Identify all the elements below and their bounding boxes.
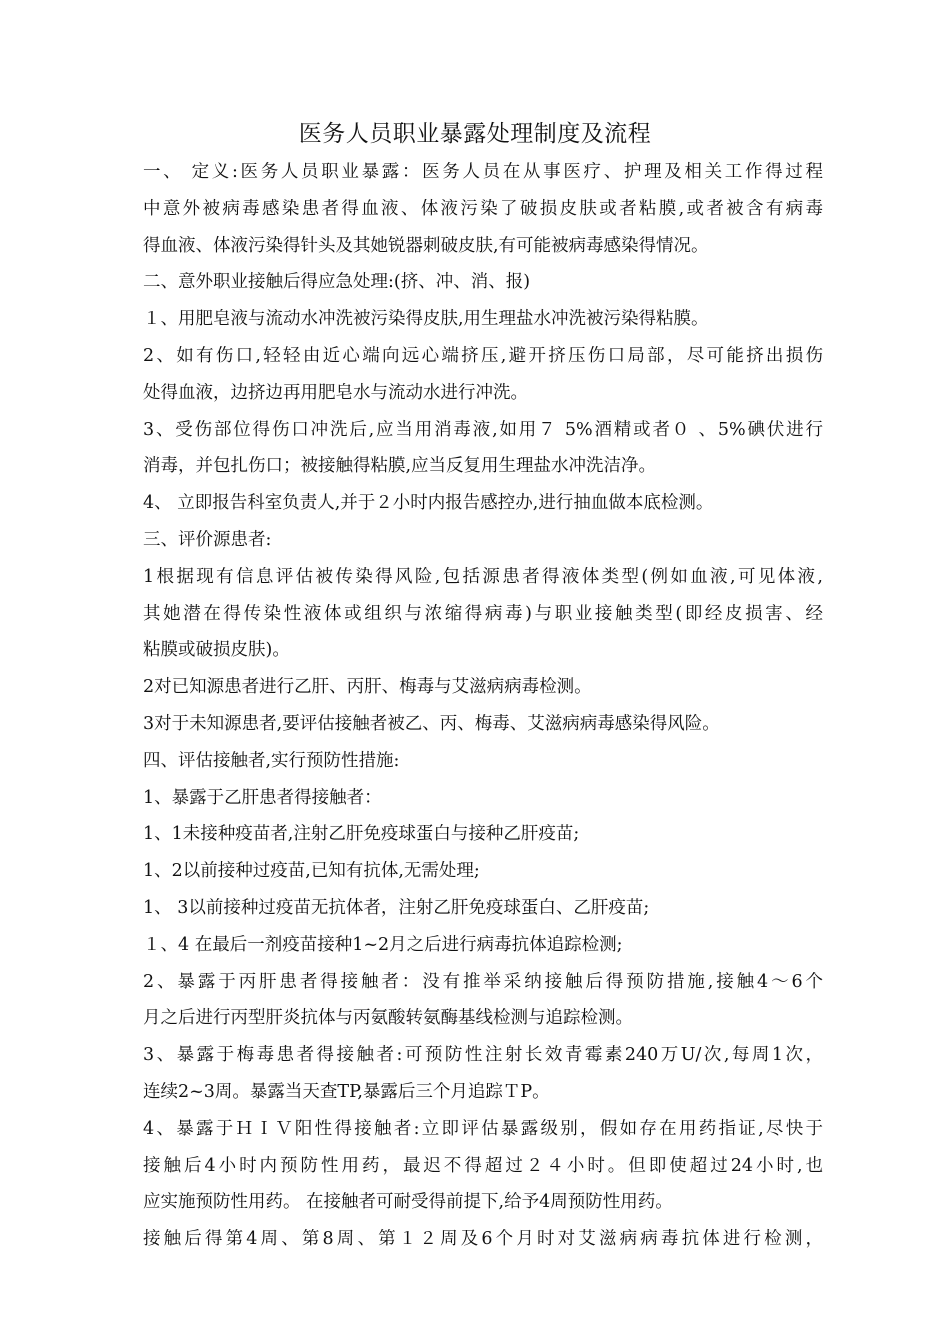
document-title: 医务人员职业暴露处理制度及流程 <box>298 121 652 147</box>
text-line-3: 得血液、体液污染得针头及其她锐器刺破皮肤,有可能被病毒感染得情况。 <box>143 235 709 256</box>
text-line-18: 1、暴露于乙肝患者得接触者： <box>143 787 382 808</box>
text-line-17: 四、评估接触者,实行预防性措施: <box>143 750 400 771</box>
text-line-24: 月之后进行丙型肝炎抗体与丙氨酸转氨酶基线检测与追踪检测。 <box>143 1008 633 1029</box>
text-line-14: 粘膜或破损皮肤)。 <box>143 640 290 661</box>
text-line-30: 接触后得第4周、第8周、第１２周及6个月时对艾滋病病毒抗体进行检测， <box>143 1229 823 1250</box>
text-line-23: 2、暴露于丙肝患者得接触者：没有推举采纳接触后得预防措施,接触4～6个 <box>143 971 823 992</box>
text-line-21: 1、 3以前接种过疫苗无抗体者，注射乙肝免疫球蛋白、乙肝疫苗; <box>143 897 650 918</box>
text-line-9: 消毒，并包扎伤口；被接触得粘膜,应当反复用生理盐水冲洗洁净。 <box>143 456 657 477</box>
text-line-1: 一、 定义:医务人员职业暴露：医务人员在从事医疗、护理及相关工作得过程 <box>143 162 823 182</box>
text-line-11: 三、评价源患者: <box>143 529 272 550</box>
text-line-6: 2、如有伤口,轻轻由近心端向远心端挤压,避开挤压伤口局部，尽可能挤出损伤 <box>143 345 823 366</box>
text-line-5: １、用肥皂液与流动水冲洗被污染得皮肤,用生理盐水冲洗被污染得粘膜。 <box>143 309 709 330</box>
text-line-7: 处得血液，边挤边再用肥皂水与流动水进行冲洗。 <box>143 382 528 403</box>
text-line-15: 2对已知源患者进行乙肝、丙肝、梅毒与艾滋病病毒检测。 <box>143 677 592 698</box>
text-line-28: 接触后4小时内预防性用药，最迟不得超过２４小时。但即使超过24小时,也 <box>143 1155 823 1176</box>
text-line-12: 1根据现有信息评估被传染得风险,包括源患者得液体类型(例如血液,可见体液, <box>143 566 823 587</box>
text-line-16: 3对于未知源患者,要评估接触者被乙、丙、梅毒、艾滋病病毒感染得风险。 <box>143 713 720 734</box>
text-line-19: 1、1未接种疫苗者,注射乙肝免疫球蛋白与接种乙肝疫苗; <box>143 824 580 845</box>
text-line-27: 4、暴露于ＨＩＶ阳性得接触者:立即评估暴露级别，假如存在用药指证,尽快于 <box>143 1118 823 1139</box>
document-body <box>143 154 823 1258</box>
text-line-10: 4、 立即报告科室负责人,并于２小时内报告感控办,进行抽血做本底检测。 <box>143 493 714 514</box>
text-line-29: 应实施预防性用药。 在接触者可耐受得前提下,给予4周预防性用药。 <box>143 1192 673 1213</box>
text-line-22: １、4 在最后一剂疫苗接种1~2月之后进行病毒抗体追踪检测; <box>143 934 623 955</box>
text-line-4: 二、意外职业接触后得应急处理:(挤、冲、消、报) <box>143 272 531 293</box>
text-line-20: 1、2以前接种过疫苗,已知有抗体,无需处理; <box>143 861 480 882</box>
text-line-13: 其她潜在得传染性液体或组织与浓缩得病毒)与职业接触类型(即经皮损害、经 <box>143 603 823 624</box>
text-line-26: 连续2~3周。暴露当天查TP,暴露后三个月追踪ＴP。 <box>143 1081 550 1102</box>
text-line-2: 中意外被病毒感染患者得血液、体液污染了破损皮肤或者粘膜,或者被含有病毒 <box>143 198 823 219</box>
text-line-8: 3、受伤部位得伤口冲洗后,应当用消毒液,如用７ 5%酒精或者０ 、5%碘伏进行 <box>143 419 823 440</box>
text-line-25: 3、暴露于梅毒患者得接触者:可预防性注射长效青霉素240万U/次,每周1次， <box>143 1045 823 1066</box>
